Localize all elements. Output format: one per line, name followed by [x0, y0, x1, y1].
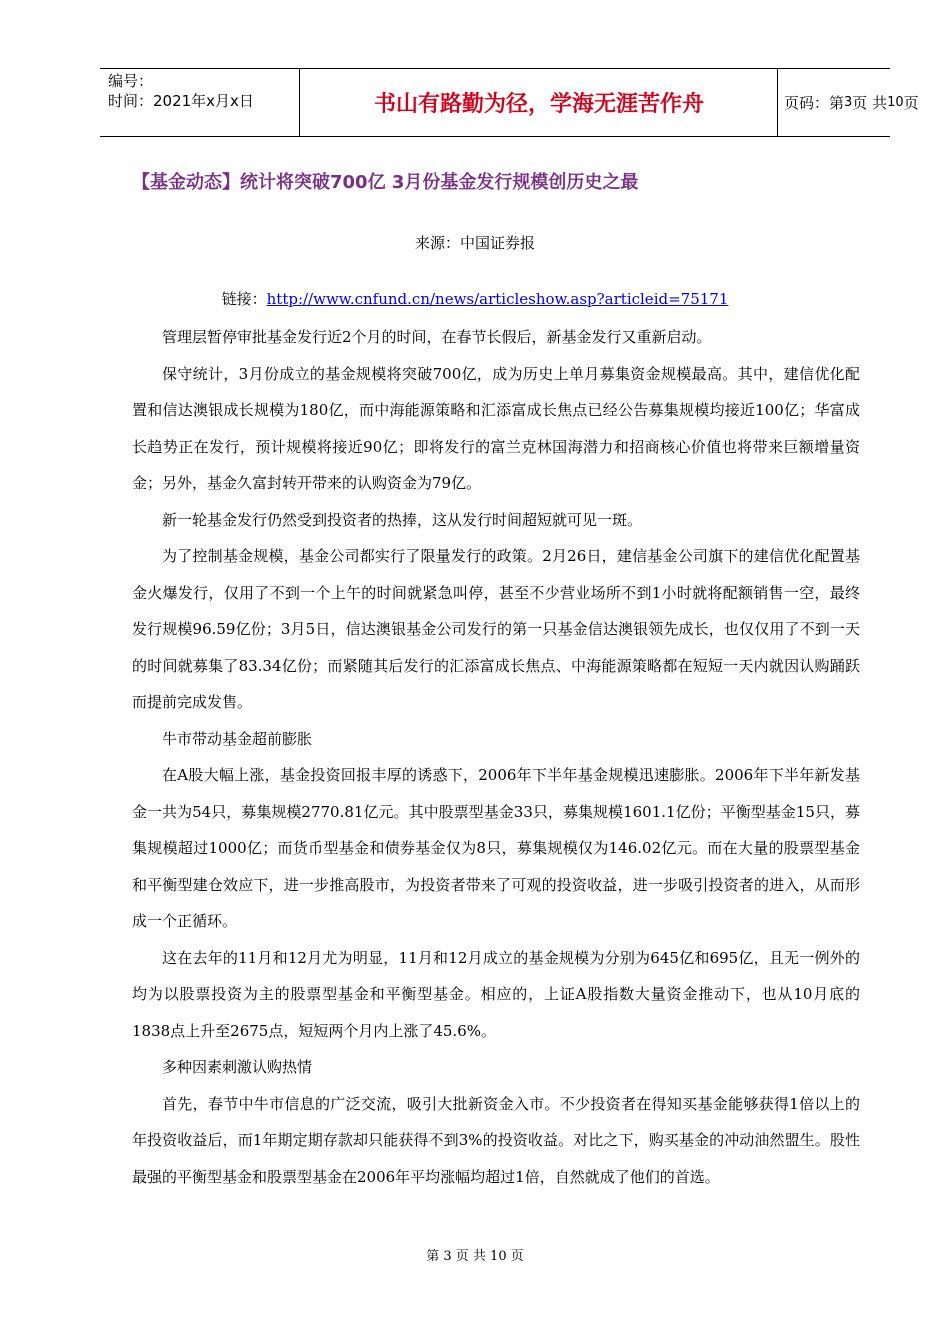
paragraph: 首先，春节中牛市信息的广泛交流，吸引大批新资金入市。不少投资者在得知买基金能够获得1倍以上的年投资收益后，而1年期定期存款却只能获得不到3%的投资收益。对比之下，购买基金的冲动油然盟生。股性最强的平衡型基金和股票型基金在2006年平均涨幅均超过1倍，自然就成了他们的首选。: [132, 1094, 860, 1186]
number-label: 编号：: [108, 72, 154, 90]
header-meta: [100, 69, 300, 136]
paragraph: 在A股大幅上涨，基金投资回报丰厚的诱惑下，2006年下半年基金规模迅速膨胀。2006年下半年新发基金一共为54只，募集规模2770.81亿元。其中股票型基金33只，募集规模1601.1亿份；平衡型基金15只，募集规模超过1000亿；而货币型基金和债券基金仅为8只，募集规模仅为146.02亿元。而在大量的股票型基金和平衡型建仓效应下，进一步推高股市，为投资者带来了可观的投资收益，进一步吸引投资者的进入，从而形成一个正循环。: [132, 766, 860, 930]
article-body: [132, 319, 860, 1195]
paragraph: 管理层暂停审批基金发行近2个月的时间，在春节长假后，新基金发行又重新启动。: [162, 328, 712, 346]
paragraph: 保守统计，3月份成立的基金规模将突破700亿，成为历史上单月募集资金规模最高。其中，建信优化配置和信达澳银成长规模为180亿，而中海能源策略和汇添富成长焦点已经公告募集规模均接近100亿；华富成长趋势正在发行，预计规模将接近90亿；即将发行的富兰克林国海潜力和招商核心价值也将带来巨额增量资金；另外，基金久富封转开带来的认购资金为79亿。: [132, 364, 860, 492]
paragraph: 为了控制基金规模，基金公司都实行了限量发行的政策。2月26日，建信基金公司旗下的建信优化配置基金火爆发行，仅用了不到一个上午的时间就紧急叫停，甚至不少营业场所不到1小时就将配额销售一空，最终发行规模96.59亿份；3月5日，信达澳银基金公司发行的第一只基金信达澳银领先成长，也仅仅用了不到一天的时间就募集了83.34亿份；而紧随其后发行的汇添富成长焦点、中海能源策略都在短短一天内就因认购踊跃而提前完成发售。: [132, 547, 860, 711]
article-title: 【基金动态】统计将突破700亿 3月份基金发行规模创历史之最: [132, 172, 639, 193]
section-heading: 牛市带动基金超前膨胀: [162, 729, 313, 748]
section-heading: 多种因素刺激认购热情: [162, 1058, 313, 1076]
paragraph: 新一轮基金发行仍然受到投资者的热捧，这从发行时间超短就可见一斑。: [162, 510, 643, 529]
header-page-info: [778, 69, 919, 136]
page-header: [100, 68, 919, 137]
page-mid: 页 共: [852, 94, 888, 112]
page-current: 3: [844, 95, 853, 110]
page-suffix: 页: [903, 94, 919, 112]
article-link[interactable]: http://www.cnfund.cn/news/articleshow.asp?articleid=75171: [266, 290, 729, 308]
page-total: 10: [887, 95, 904, 110]
article-source: 来源：中国证券报: [414, 234, 535, 252]
page-prefix: 页码：第: [784, 94, 845, 112]
link-label: 链接：: [221, 290, 267, 308]
paragraph: 这在去年的11月和12月尤为明显，11月和12月成立的基金规模为分别为645亿和695亿，且无一例外的均为以股票投资为主的股票型基金和平衡型基金。相应的，上证A股指数大量资金推动下，也从10月底的1838点上升至2675点，短短两个月内上涨了45.6%。: [132, 948, 860, 1040]
time-label: 时间：2021年x月x日: [108, 92, 254, 110]
header-motto: 书山有路勤为径，学海无涯苦作舟: [301, 69, 778, 136]
article-link-line: [0, 288, 950, 309]
page-footer: 第 3 页 共 10 页: [426, 1249, 524, 1264]
